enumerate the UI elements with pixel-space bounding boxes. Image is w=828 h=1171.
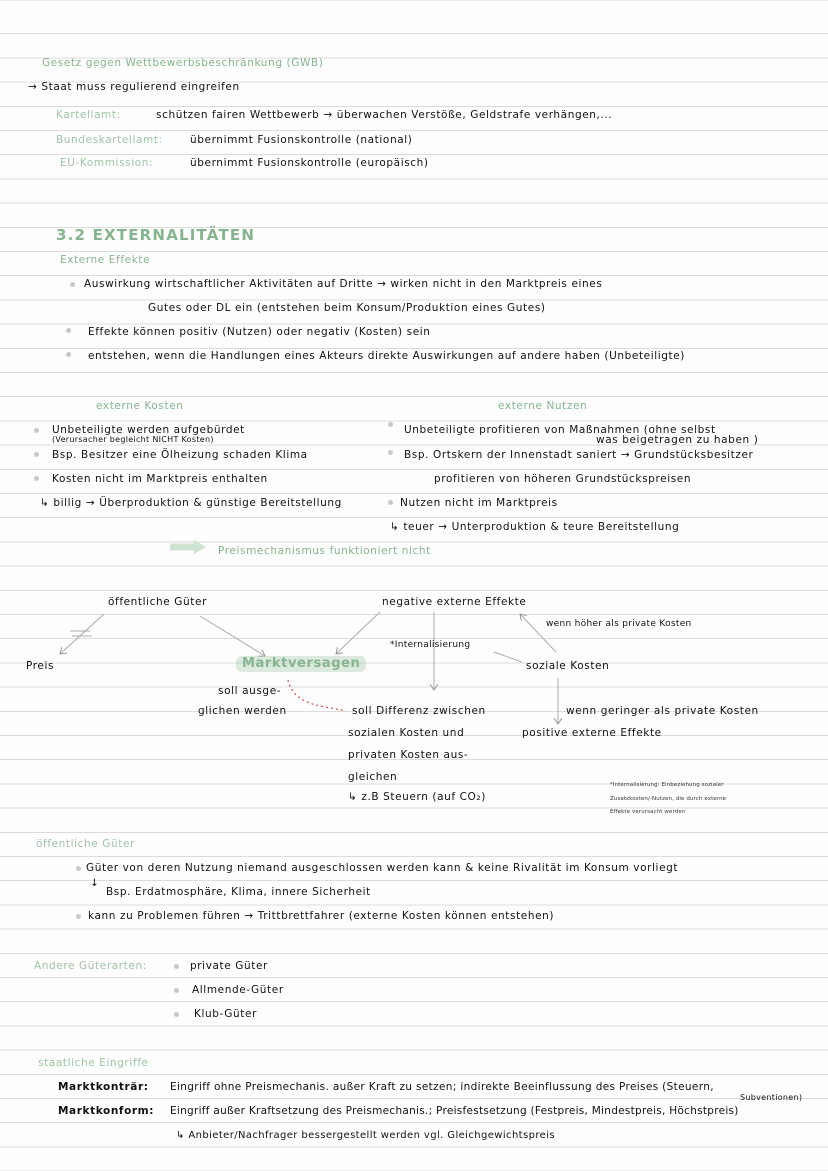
footnote-line-3: Effekte verursacht werden	[610, 809, 686, 815]
nutzen-line-4: ↳ teuer → Unterproduktion & teure Bereitstellung	[390, 521, 680, 533]
diagram-oeffentliche-gueter: öffentliche Güter	[108, 596, 207, 608]
preismechanismus-note: Preismechanismus funktioniert nicht	[218, 545, 431, 557]
nutzen-line-2: Bsp. Ortskern der Innenstadt saniert → Grundstücksbesitzer	[404, 449, 754, 461]
nutzen-line-1: Unbeteiligte profitieren von Maßnahmen (ohne selbst	[404, 424, 716, 436]
footnote-line-2: Zusatzkosten/-Nutzen, die durch externe	[610, 796, 727, 802]
kosten-line-4: ↳ billig → Überproduktion & günstige Bereitstellung	[40, 497, 342, 509]
nutzen-line-2-cont: profitieren von höheren Grundstückspreisen	[434, 473, 692, 485]
gwb-intro: → Staat muss regulierend eingreifen	[28, 81, 240, 93]
gueterart-klub: Klub-Güter	[194, 1008, 257, 1020]
externe-kosten-heading: externe Kosten	[96, 400, 184, 412]
marktkontraer-text-cont: Subventionen)	[740, 1093, 803, 1102]
kosten-line-2: Bsp. Besitzer eine Ölheizung schaden Klima	[52, 449, 308, 461]
nutzen-line-3: Nutzen nicht im Marktpreis	[400, 497, 558, 509]
diagram-diff-2: sozialen Kosten und	[348, 727, 465, 739]
line-internalisierung-to-soziale	[494, 652, 522, 662]
diagram-soll-2: glichen werden	[198, 705, 287, 717]
marktkontraer-text: Eingriff ohne Preismechanis. außer Kraft zu setzen; indirekte Beeinflussung des Preises (Steuern,	[170, 1081, 714, 1093]
diagram-internalisierung: *Internalisierung	[390, 640, 471, 650]
bullet-dot	[174, 1012, 179, 1017]
gueterart-allmende: Allmende-Güter	[192, 984, 284, 996]
diagram-wenn-hoeher: wenn höher als private Kosten	[546, 619, 692, 629]
diagram-soziale-kosten: soziale Kosten	[526, 660, 610, 672]
diagram-diff-3: privaten Kosten aus-	[348, 749, 469, 761]
gwb-label-eu: EU-Kommission:	[60, 157, 154, 169]
diagram-diff-4: gleichen	[348, 771, 398, 783]
marktkonform-sub: ↳ Anbieter/Nachfrager bessergestellt werden vgl. Gleichgewichtspreis	[176, 1130, 555, 1141]
gwb-text-kartellamt: schützen fairen Wettbewerb → überwachen Verstöße, Geldstrafe verhängen,...	[156, 109, 613, 121]
oeffentliche-gueter-heading: öffentliche Güter	[36, 838, 135, 850]
arrow-to-preis	[60, 614, 104, 654]
gueterart-private: private Güter	[190, 960, 268, 972]
bullet-dot	[174, 988, 179, 993]
kosten-line-1-note: (Verursacher begleicht NICHT Kosten)	[52, 435, 214, 444]
externe-nutzen-heading: externe Nutzen	[498, 400, 588, 412]
diagram-preis: Preis	[26, 660, 55, 672]
kosten-line-3: Kosten nicht im Marktpreis enthalten	[52, 473, 268, 485]
section-heading-externalitaeten: 3.2 EXTERNALITÄTEN	[56, 226, 256, 244]
diagram-soll-1: soll ausge-	[218, 685, 282, 697]
arrow-oeffentliche-to-marktversagen	[200, 616, 265, 656]
externe-effekte-subheading: Externe Effekte	[60, 254, 151, 266]
externe-effekte-bullet-1: Auswirkung wirtschaftlicher Aktivitäten auf Dritte → wirken nicht in den Marktpreis eines	[84, 278, 603, 290]
gwb-label-kartellamt: Kartellamt:	[56, 109, 121, 121]
diagram-wenn-geringer: wenn geringer als private Kosten	[566, 705, 759, 717]
oeffentliche-gueter-definition: Güter von deren Nutzung niemand ausgeschlossen werden kann & keine Rivalität im Konsum vorliegt	[86, 862, 679, 874]
green-arrow-head	[194, 540, 206, 554]
gwb-text-bundeskartellamt: übernimmt Fusionskontrolle (national)	[190, 134, 413, 146]
bullet-dot	[76, 866, 81, 871]
gwb-title: Gesetz gegen Wettbewerbsbeschränkung (GWB)	[42, 57, 324, 69]
diagram-diff-5: ↳ z.B Steuern (auf CO₂)	[348, 791, 486, 803]
diagram-diff-1: soll Differenz zwischen	[352, 705, 486, 717]
oeffentliche-gueter-beispiel: Bsp. Erdatmosphäre, Klima, innere Sicherheit	[106, 886, 371, 898]
diagram-marktversagen: Marktversagen	[236, 656, 366, 672]
arrow-negative-to-marktversagen	[336, 612, 380, 654]
gwb-text-eu: übernimmt Fusionskontrolle (europäisch)	[190, 157, 429, 169]
andere-gueterarten-label: Andere Güterarten:	[34, 960, 147, 972]
gwb-label-bundeskartellamt: Bundeskartellamt:	[56, 134, 163, 146]
bullet-dot	[76, 914, 81, 919]
externe-effekte-bullet-1-cont: Gutes oder DL ein (entstehen beim Konsum/Produktion eines Gutes)	[148, 302, 546, 314]
staatliche-eingriffe-heading: staatliche Eingriffe	[38, 1057, 149, 1069]
dotted-link-marktversagen	[288, 680, 346, 711]
marktkonform-label: Marktkonform:	[58, 1105, 155, 1117]
bullet-dot	[174, 964, 179, 969]
nutzen-line-1-cont: was beigetragen zu haben )	[596, 434, 759, 446]
kosten-line-1: Unbeteiligte werden aufgebürdet	[52, 424, 245, 436]
externe-effekte-bullet-3: entstehen, wenn die Handlungen eines Akteurs direkte Auswirkungen auf andere haben (Unbeteiligte)	[88, 350, 686, 362]
diagram-positive-effekte: positive externe Effekte	[522, 727, 662, 739]
marktkonform-text: Eingriff außer Kraftsetzung des Preismechanis.; Preisfestsetzung (Festpreis, Mindestpreis, Höchstpreis)	[170, 1105, 739, 1117]
marktkontraer-label: Marktkonträr:	[58, 1081, 149, 1093]
down-arrow-icon: ↓	[90, 877, 100, 889]
diagram-negative-effekte: negative externe Effekte	[382, 596, 527, 608]
footnote-line-1: *Internalisierung: Einbeziehung sozialer	[610, 782, 724, 788]
oeffentliche-gueter-problem: kann zu Problemen führen → Trittbrettfahrer (externe Kosten können entstehen)	[88, 910, 555, 922]
externe-effekte-bullet-2: Effekte können positiv (Nutzen) oder negativ (Kosten) sein	[88, 326, 431, 338]
